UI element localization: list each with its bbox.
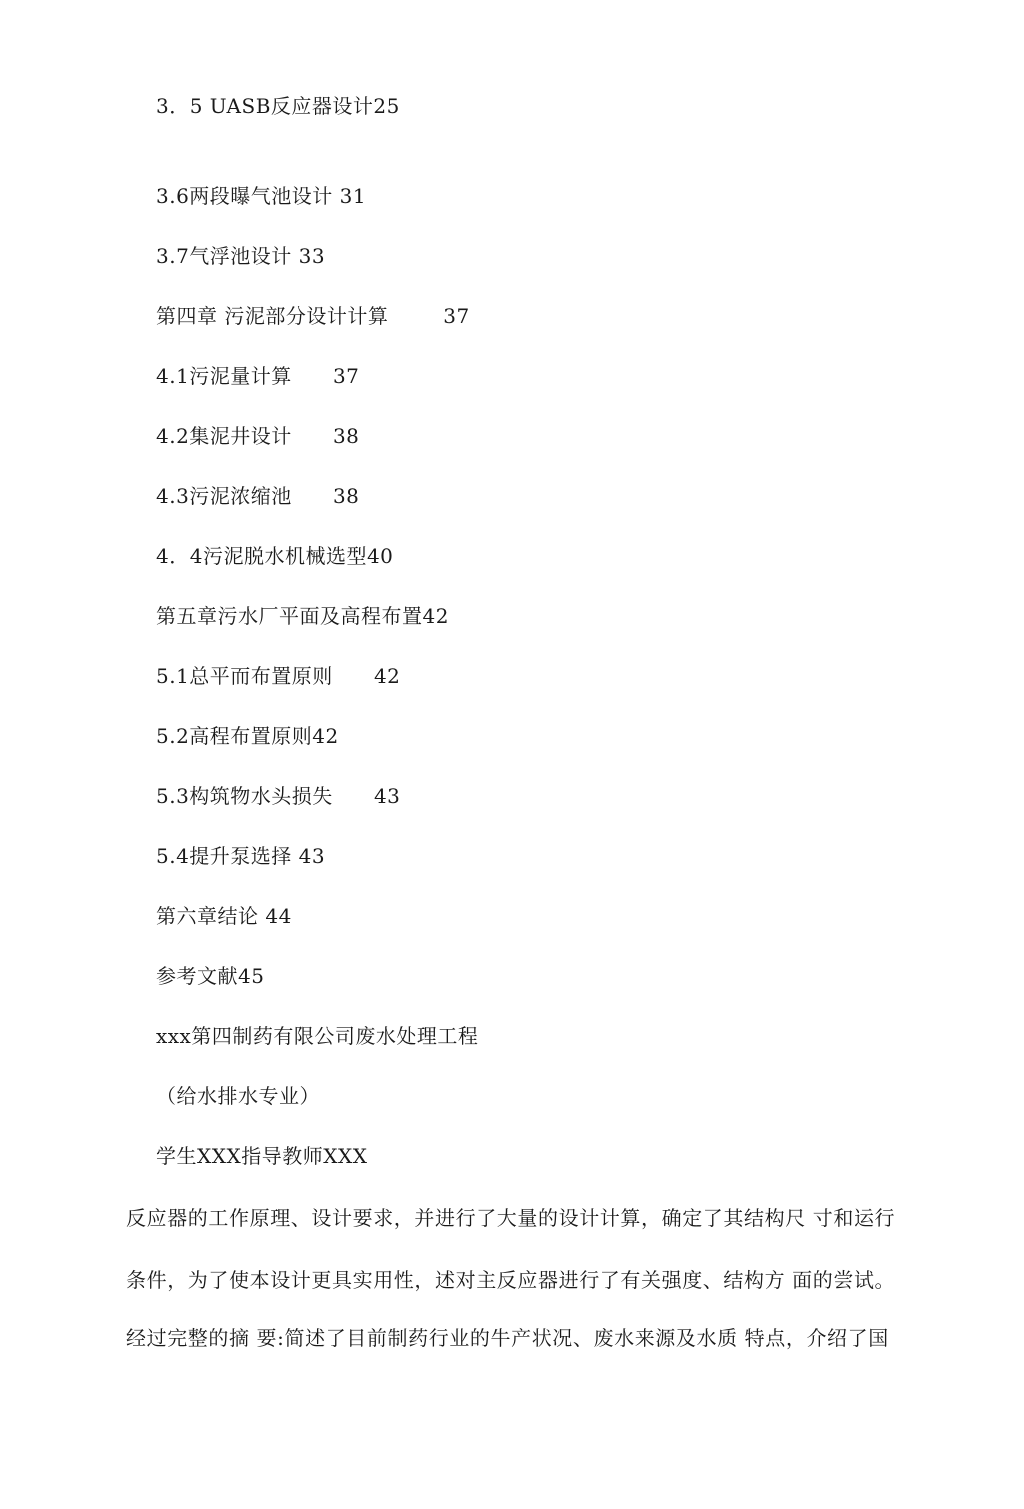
toc-entry-3-7: 3.7气浮池设计 33 — [156, 244, 326, 268]
toc-entry-4-1: 4.1污泥量计算 37 — [156, 364, 360, 388]
toc-entry-4-2: 4.2集泥井设计 38 — [156, 424, 360, 448]
toc-entry-3-5: 3．5 UASB反应器设计25 — [156, 94, 400, 118]
toc-entry-5-4: 5.4提升泵选择 43 — [156, 844, 326, 868]
abstract-line-3: 经过完整的摘 要:简述了目前制药行业的牛产状况、废水来源及水质 特点，介绍了国 — [126, 1326, 889, 1350]
toc-entry-5-1: 5.1总平而布置原则 42 — [156, 664, 401, 688]
toc-entry-3-6: 3.6两段曝气池设计 31 — [156, 184, 367, 208]
toc-entry-5-2: 5.2高程布置原则42 — [156, 724, 339, 748]
abstract-line-1: 反应器的工作原理、设计要求，并进行了大量的设计计算，确定了其结构尺 寸和运行 — [126, 1206, 896, 1230]
toc-entry-chapter-5: 第五章污水厂平面及高程布置42 — [156, 604, 449, 628]
toc-entry-4-3: 4.3污泥浓缩池 38 — [156, 484, 360, 508]
toc-entry-4-4: 4．4污泥脱水机械选型40 — [156, 544, 394, 568]
toc-entry-references: 参考文献45 — [156, 964, 265, 988]
author-line: 学生XXX指导教师XXX — [156, 1144, 368, 1168]
toc-entry-chapter-4: 第四章 污泥部分设计计算 37 — [156, 304, 470, 328]
toc-entry-5-3: 5.3构筑物水头损失 43 — [156, 784, 401, 808]
abstract-line-2: 条件，为了使本设计更具实用性，述对主反应器进行了有关强度、结构方 面的尝试。 — [126, 1268, 896, 1292]
toc-entry-chapter-6: 第六章结论 44 — [156, 904, 292, 928]
project-title: xxx第四制药有限公司废水处理工程 — [156, 1024, 479, 1048]
major-label: （给水排水专业） — [156, 1084, 320, 1108]
